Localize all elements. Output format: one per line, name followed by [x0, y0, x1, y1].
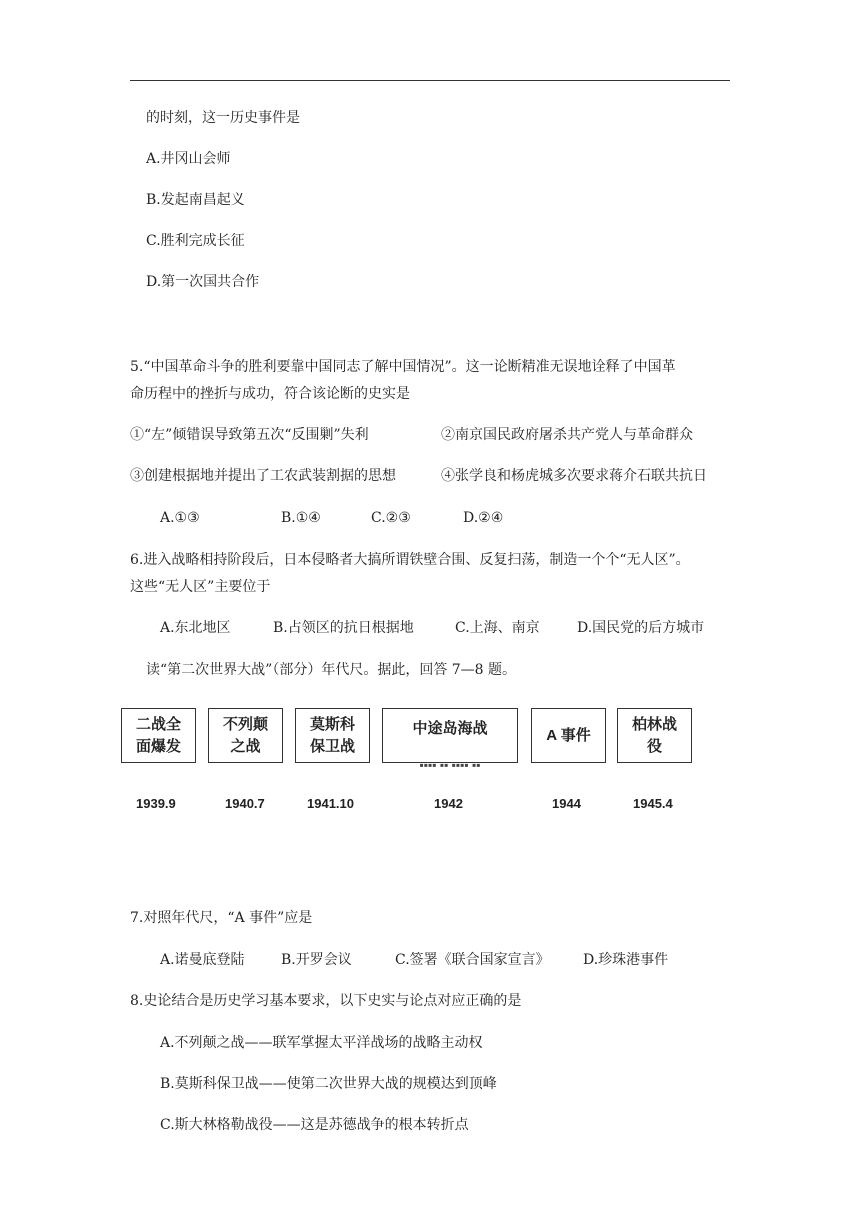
q5-statement-1: ①“左”倾错误导致第五次“反围剿”失利	[130, 427, 369, 443]
q7-option-c: C.签署《联合国家宣言》	[395, 952, 550, 968]
q7-option-b: B.开罗会议	[281, 952, 352, 968]
timeline-year-4: 1942	[434, 796, 463, 811]
q5-stem-line2: 命历程中的挫折与成功，符合该论断的史实是	[130, 386, 410, 402]
timeline-year-1: 1939.9	[136, 796, 176, 811]
q7-option-d: D.珍珠港事件	[583, 952, 669, 968]
timeline-event-2	[208, 708, 283, 763]
timeline-event-5	[531, 708, 606, 763]
timeline-event-1	[121, 708, 196, 763]
header-rule	[130, 80, 730, 81]
q7-option-a: A.诺曼底登陆	[160, 952, 245, 968]
timeline-event-2-label: 不列颠之战	[222, 715, 268, 755]
q5-option-d: D.②④	[463, 510, 504, 526]
q6-option-d: D.国民党的后方城市	[577, 620, 705, 636]
timeline-event-6	[617, 708, 692, 763]
q4-option-d: D.第一次国共合作	[146, 274, 260, 290]
q5-statement-3: ③创建根据地并提出了工农武装割据的思想	[130, 468, 396, 484]
q5-option-b: B.①④	[281, 510, 321, 526]
q5-stem-line1: 5.“中国革命斗争的胜利要靠中国同志了解中国情况”。这一论断精准无误地诠释了中国革	[130, 359, 676, 375]
q6-option-c: C.上海、南京	[455, 620, 540, 636]
timeline-event-1-label: 二战全面爆发	[135, 715, 181, 755]
timeline-event-4-cropped-text: ▪▪▪▪ ▪▪ ▪▪▪▪ ▪▪	[419, 758, 481, 772]
q6-stem-line1: 6.进入战略相持阶段后，日本侵略者大搞所谓铁壁合围、反复扫荡，制造一个个“无人区”。	[130, 552, 690, 568]
q4-option-a: A.井冈山会师	[146, 151, 231, 167]
q6-stem-line2: 这些“无人区”主要位于	[130, 579, 271, 595]
q5-option-c: C.②③	[371, 510, 411, 526]
q6-option-a: A.东北地区	[160, 620, 231, 636]
timeline-year-6: 1945.4	[633, 796, 673, 811]
timeline-year-5: 1944	[552, 796, 581, 811]
q8-option-c: C.斯大林格勒战役——这是苏德战争的根本转折点	[160, 1117, 469, 1133]
timeline-event-3	[295, 708, 370, 763]
q8-option-a: A.不列颠之战——联军掌握太平洋战场的战略主动权	[160, 1035, 483, 1051]
timeline-event-6-label: 柏林战役	[631, 715, 677, 755]
q5-statement-4: ④张学良和杨虎城多次要求蒋介石联共抗日	[441, 468, 707, 484]
q6-option-b: B.占领区的抗日根据地	[273, 620, 414, 636]
q7-stem: 7.对照年代尺，“A 事件”应是	[130, 910, 313, 926]
q4-stem-tail: 的时刻，这一历史事件是	[146, 110, 300, 126]
timeline-event-4-label: 中途岛海战	[412, 720, 488, 737]
q8-option-b: B.莫斯科保卫战——使第二次世界大战的规模达到顶峰	[160, 1076, 497, 1092]
q5-statement-2: ②南京国民政府屠杀共产党人与革命群众	[441, 427, 693, 443]
reading-intro: 读“第二次世界大战”（部分）年代尺。据此，回答 7—8 题。	[146, 662, 517, 678]
q4-option-b: B.发起南昌起义	[146, 192, 245, 208]
timeline-event-4	[382, 708, 518, 772]
q4-option-c: C.胜利完成长征	[146, 233, 245, 249]
timeline-event-3-label: 莫斯科保卫战	[309, 715, 355, 755]
timeline-year-2: 1940.7	[225, 796, 265, 811]
q8-stem: 8.史论结合是历史学习基本要求，以下史实与论点对应正确的是	[130, 993, 522, 1009]
timeline-year-3: 1941.10	[307, 796, 354, 811]
q5-option-a: A.①③	[160, 510, 200, 526]
timeline-event-5-label: A 事件	[546, 726, 591, 744]
